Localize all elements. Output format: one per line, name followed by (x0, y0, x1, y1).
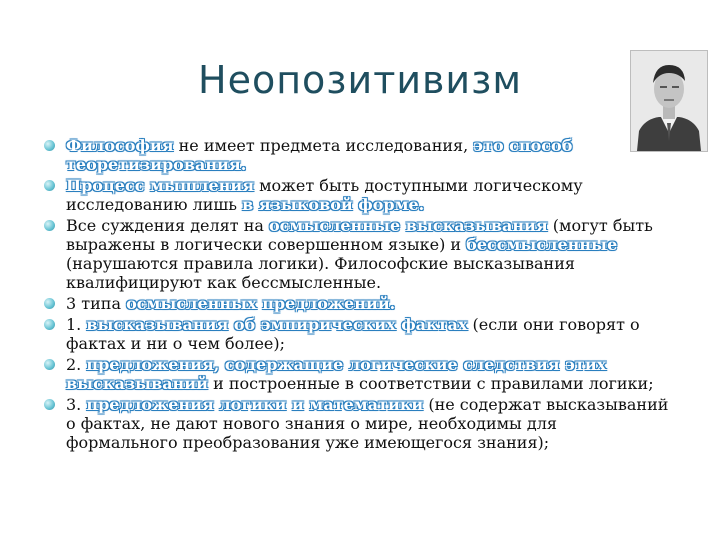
bullet-item (40, 395, 670, 452)
highlighted-term: это способ теоретизирования. (66, 136, 573, 174)
round-bullet-icon (44, 298, 55, 309)
bullet-item (40, 176, 670, 214)
round-bullet-icon (44, 359, 55, 370)
round-bullet-icon (44, 399, 55, 410)
bullet-text: может быть доступными логическому исследованию лишь (66, 176, 583, 214)
bullet-text: и построенные в соответствии с правилами логики; (208, 374, 654, 393)
bullet-text: 3. (66, 395, 87, 414)
bullet-text: (нарушаются правила логики). Философские высказывания квалифицируют как бессмысленные. (66, 254, 575, 292)
bullet-item (40, 315, 670, 353)
bullet-text: (если они говорят о фактах и ни о чем более); (66, 315, 640, 353)
highlighted-term: предложения, содержащие логические следствия этих высказываний (66, 355, 607, 393)
highlighted-term: высказывания об эмпирических фактах (86, 315, 468, 334)
highlighted-term: предложения логики и математики (86, 395, 424, 414)
round-bullet-icon (44, 220, 55, 231)
bullet-text: 1. (66, 315, 87, 334)
bullet-text: не имеет предмета исследования, (173, 136, 474, 155)
bullet-item (40, 136, 670, 174)
highlighted-term: в языковой форме. (242, 195, 425, 214)
highlighted-term: Процесс мышления (66, 176, 255, 195)
bullet-item (40, 294, 670, 313)
round-bullet-icon (44, 319, 55, 330)
round-bullet-icon (44, 180, 55, 191)
highlighted-term: бессмысленные (466, 235, 618, 254)
bullet-item (40, 355, 670, 393)
bullet-text: 2. (66, 355, 87, 374)
bullet-text: (не содержат высказываний о фактах, не дают нового знания о мире, необходимы для формального преобразования уже имеющегося знания); (66, 395, 669, 452)
bullet-list (40, 136, 670, 454)
highlighted-term: осмысленные высказывания (269, 216, 548, 235)
slide-title: Неопозитивизм (198, 58, 522, 102)
highlighted-term: Философия (66, 136, 174, 155)
bullet-item (40, 216, 670, 292)
bullet-text: (могут быть выражены в логически совершенном языке) и (66, 216, 653, 254)
round-bullet-icon (44, 140, 55, 151)
bullet-text: Все суждения делят на (66, 216, 269, 235)
bullet-text: 3 типа (66, 294, 127, 313)
highlighted-term: осмысленных предложений. (126, 294, 396, 313)
